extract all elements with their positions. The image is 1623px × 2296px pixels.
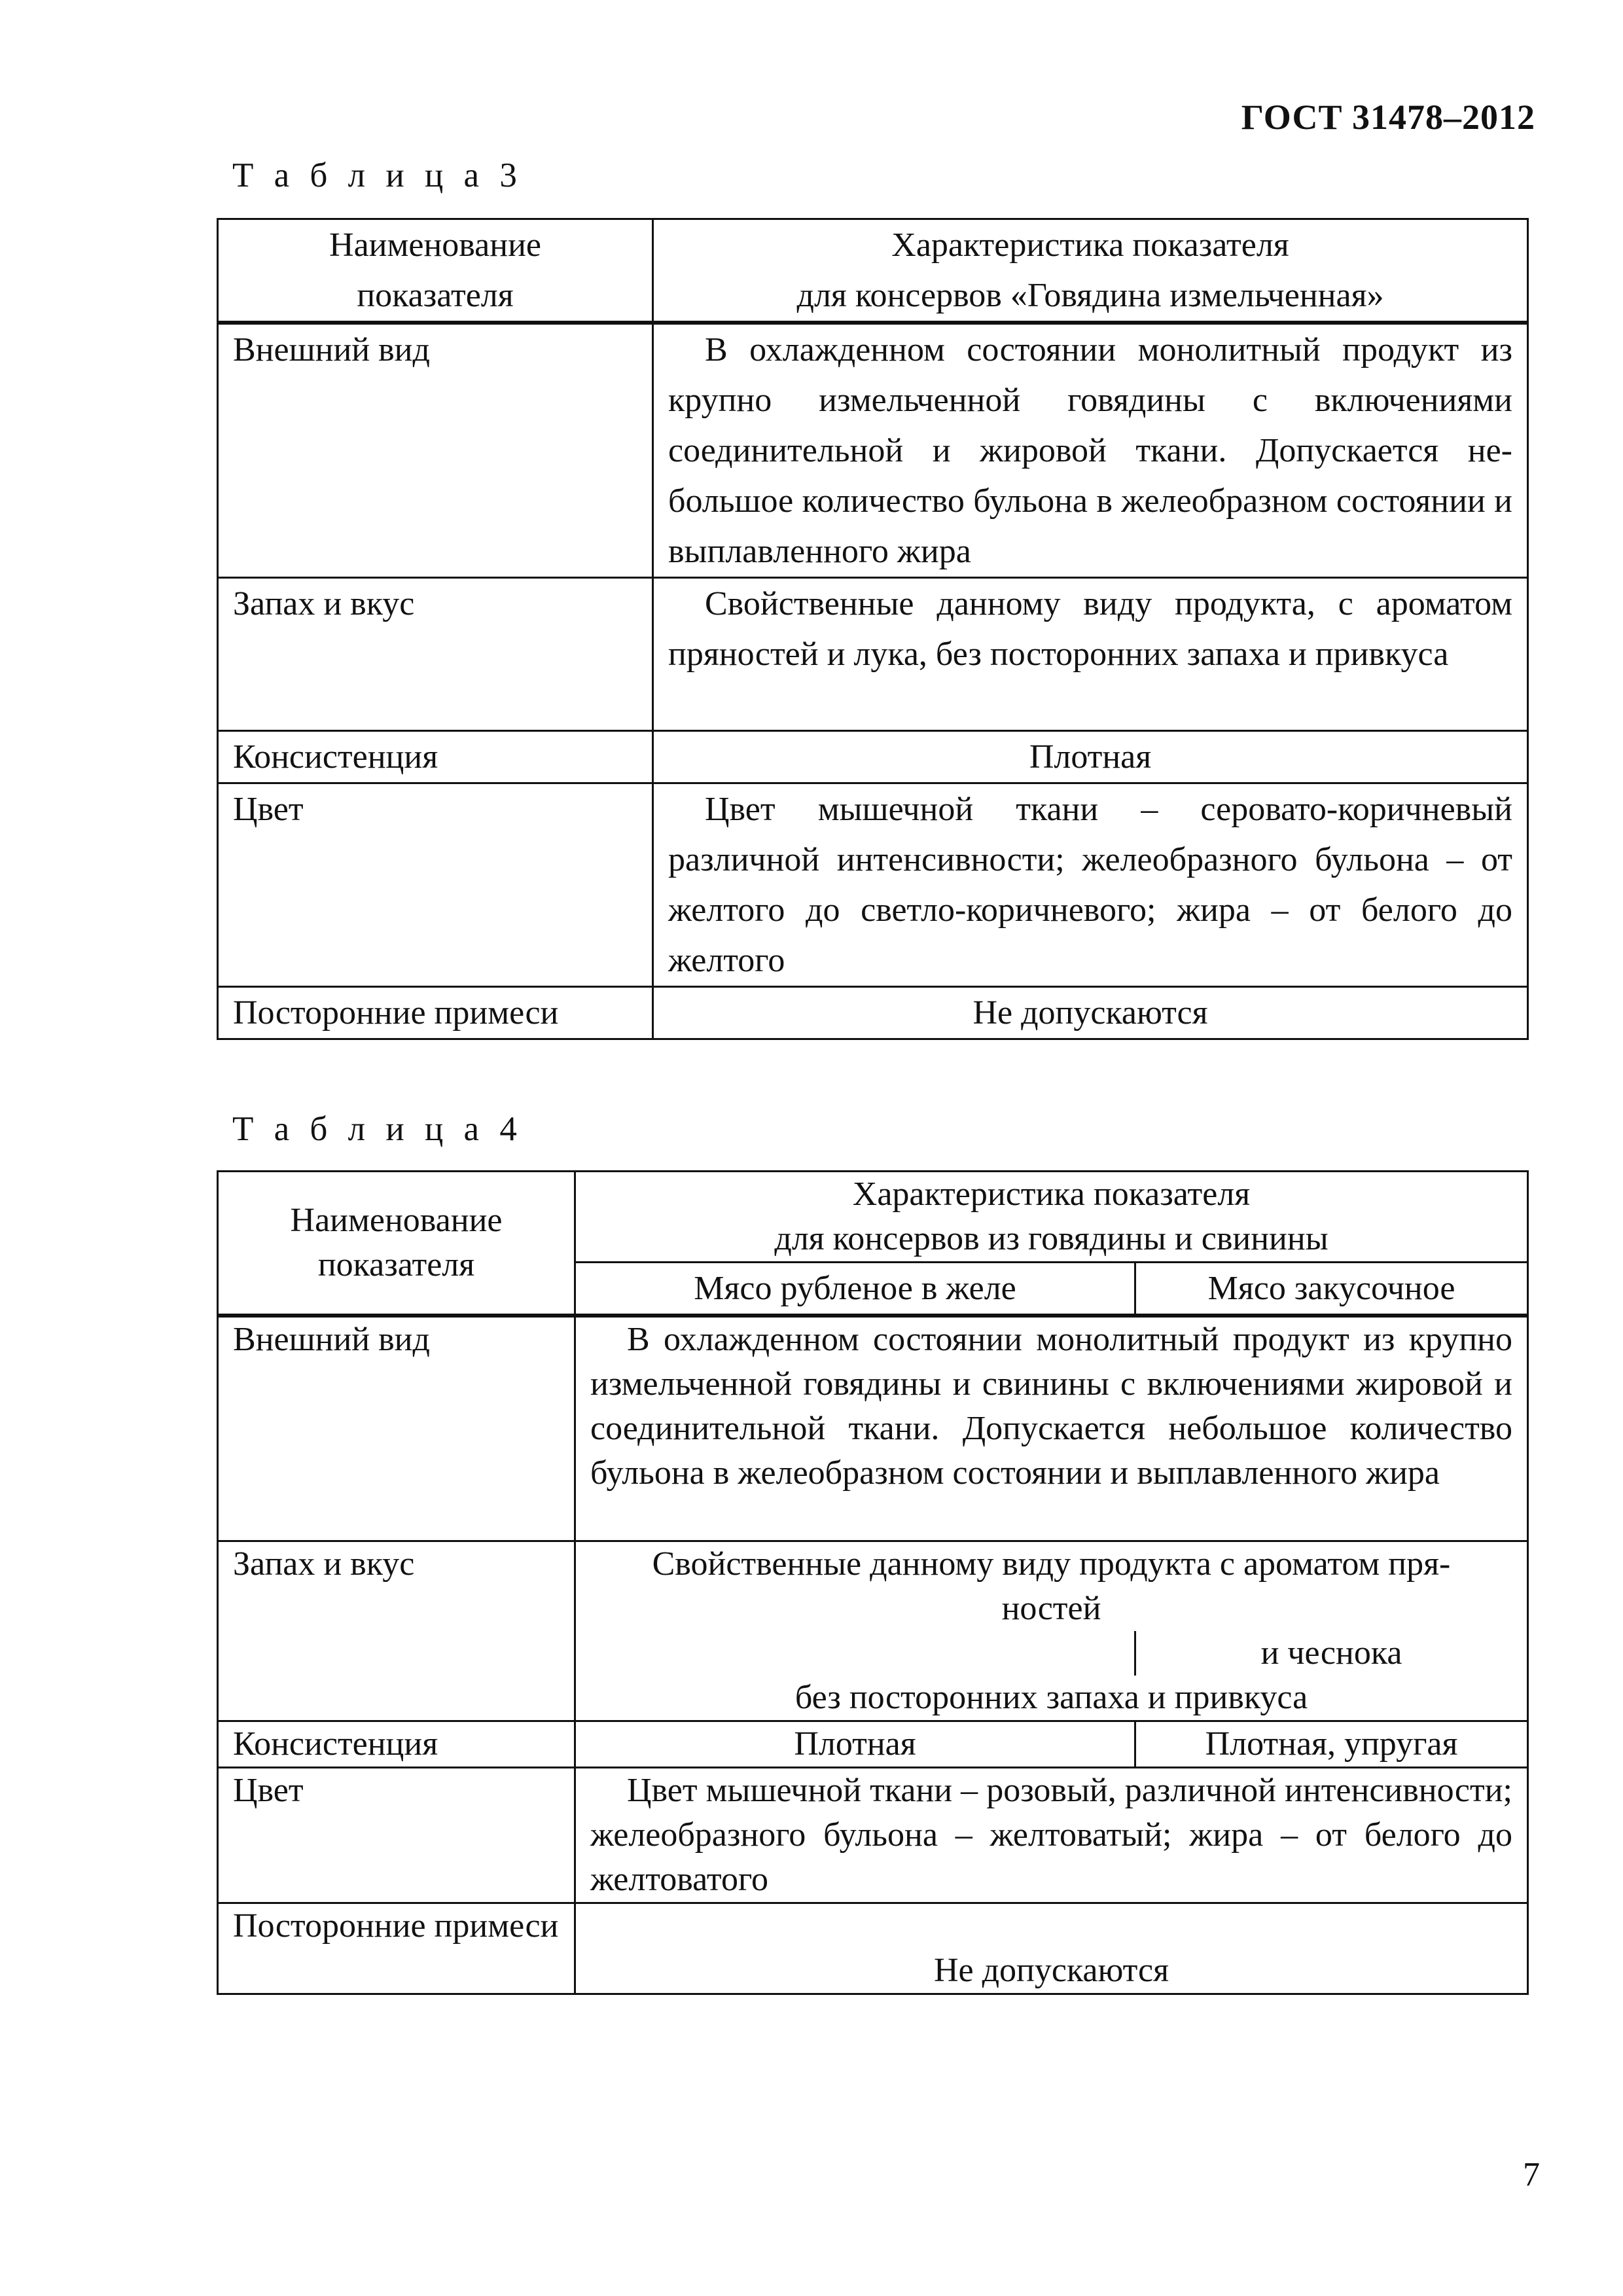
table4-smell-cell bbox=[575, 1541, 1528, 1721]
table4-subheader-1: Мясо рубленое в желе bbox=[575, 1263, 1135, 1316]
table4-group-header-line2: для консервов из говядины и свинины bbox=[774, 1220, 1329, 1257]
table4-smell-line2: ностей bbox=[1001, 1590, 1101, 1627]
table3-row-name: Внешний вид bbox=[218, 323, 653, 578]
table-row bbox=[218, 1721, 1528, 1768]
table4-row-value: Цвет мышечной ткани – розовый, различной интенсивности; желеобразного бульона – желтоватый; жира – от белого до желтоватого bbox=[575, 1768, 1528, 1903]
table4-row-name: Консистенция bbox=[218, 1721, 575, 1768]
table3 bbox=[217, 218, 1529, 1040]
table3-row-name: Цвет bbox=[218, 783, 653, 987]
table4-consistency-2: Плотная, упругая bbox=[1135, 1721, 1528, 1768]
table3-row-name: Запах и вкус bbox=[218, 578, 653, 731]
table4-row-name: Посторонние примеси bbox=[218, 1903, 575, 1994]
table3-col2-header bbox=[653, 219, 1528, 323]
table3-col2-header-line2: для консервов «Говядина измельченная» bbox=[796, 277, 1384, 314]
table3-caption: Т а б л и ц а 3 bbox=[232, 156, 523, 194]
table-row bbox=[218, 1541, 1528, 1721]
table4-caption: Т а б л и ц а 4 bbox=[232, 1110, 523, 1148]
table-row bbox=[218, 1316, 1528, 1541]
table4-smell-extra: и чеснока bbox=[1260, 1634, 1402, 1672]
table4-group-header bbox=[575, 1172, 1528, 1263]
table3-row-value: Цвет мышечной ткани – серовато-коричневый различной интенсивности; желеобразного бульона – от желтого до светло-коричневого; жира – от белого до желтого bbox=[653, 783, 1528, 987]
table4-header-row bbox=[218, 1172, 1528, 1263]
table3-row-name: Консистенция bbox=[218, 731, 653, 783]
page-number: 7 bbox=[1523, 2156, 1540, 2193]
table-row bbox=[218, 783, 1528, 987]
table3-col2-header-line1: Характеристика показателя bbox=[891, 226, 1289, 264]
table-row bbox=[218, 987, 1528, 1039]
table4-smell-split bbox=[576, 1631, 1527, 1676]
table4-row-value: Не допускаются bbox=[575, 1903, 1528, 1994]
table4-group-header-line1: Характеристика показателя bbox=[852, 1175, 1251, 1213]
table3-row-value: Не допускаются bbox=[653, 987, 1528, 1039]
document-code: ГОСТ 31478–2012 bbox=[1241, 98, 1535, 137]
table-row bbox=[218, 1768, 1528, 1903]
table3-header-row bbox=[218, 219, 1528, 323]
table4-row-value: В охлажденном состоянии монолитный продукт из крупно измельченной говядины и свинины с включениями жировой и соединительной ткани. Допускается небольшое количество бульона в желеобразном состоянии и выплавленного жира bbox=[575, 1316, 1528, 1541]
table3-row-value: Свойственные данному виду продукта, с ароматом пряностей и лука, без посторонних запаха и привкуса bbox=[653, 578, 1528, 731]
table4-smell-line1: Свойственные данному виду продукта с ароматом пря- bbox=[652, 1545, 1451, 1583]
table3-row-value: Плотная bbox=[653, 731, 1528, 783]
table-row bbox=[218, 323, 1528, 578]
table3-row-value: В охлажденном состоянии монолитный продукт из крупно измельченной говядины с включениями соединительной и жировой ткани. Допускается небольшое количество бульона в желеобразном состоянии и выплавленного жира bbox=[653, 323, 1528, 578]
table4-smell-line-last: без посторонних запаха и привкуса bbox=[794, 1679, 1308, 1716]
table4-subheader-2: Мясо закусочное bbox=[1135, 1263, 1528, 1316]
table4-consistency-1: Плотная bbox=[575, 1721, 1135, 1768]
table4-row-name: Запах и вкус bbox=[218, 1541, 575, 1721]
table4-col1-header: Наименование показателя bbox=[218, 1172, 575, 1316]
table4 bbox=[217, 1170, 1529, 1995]
table-row bbox=[218, 1903, 1528, 1994]
table-row bbox=[218, 731, 1528, 783]
table-row bbox=[218, 578, 1528, 731]
table4-row-name: Внешний вид bbox=[218, 1316, 575, 1541]
table3-col1-header: Наименование показателя bbox=[218, 219, 653, 323]
table4-smell-split-left bbox=[576, 1631, 1136, 1676]
table4-row-name: Цвет bbox=[218, 1768, 575, 1903]
table3-row-name: Посторонние примеси bbox=[218, 987, 653, 1039]
